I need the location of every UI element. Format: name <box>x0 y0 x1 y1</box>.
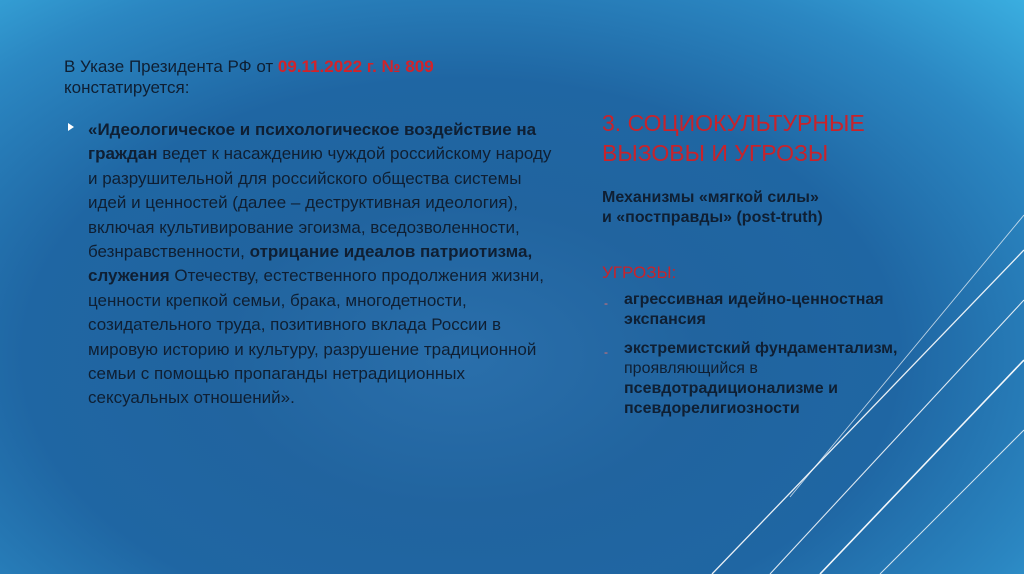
right-column <box>602 108 902 428</box>
threat-normal: проявляющийся в <box>624 360 758 377</box>
threat-list <box>602 290 902 419</box>
mechanisms-text <box>602 188 902 228</box>
threat-bold: агрессивная идейно-ценностная экспансия <box>624 291 884 328</box>
mechanisms-line-2: и «постправды» (post-truth) <box>602 209 823 226</box>
threat-bold-tail: псевдотрадиционализме и псевдорелигиозности <box>624 380 838 417</box>
threats-heading: УГРОЗЫ: <box>602 263 677 282</box>
quote-bold-1: «Идеологическое и психологическое воздействие на граждан <box>88 120 537 164</box>
decor-line-4 <box>880 430 1024 574</box>
threat-item <box>602 290 902 330</box>
threat-item <box>602 339 902 419</box>
intro-text-after: констатируется: <box>64 78 190 97</box>
quote-text-2: Отечеству, естественного продолжения жизни, ценности крепкой семьи, брака, многодетности, созидательного труда, позитивного вклада России в мировую историю и культуру, разрушение традиционной семьи с помощью пропаганды нетрадиционных сексуальных отношений». <box>88 266 544 408</box>
decree-reference: 09.11.2022 г. № 809 <box>277 57 434 76</box>
quote-bold-2: отрицание идеалов патриотизма, служения <box>88 242 533 286</box>
section-title: 3. СОЦИОКУЛЬТУРНЫЕ ВЫЗОВЫ И УГРОЗЫ <box>602 110 865 166</box>
arrow-bullet-icon <box>68 123 74 131</box>
quote-text-1: ведет к насаждению чуждой российскому народу и разрушительной для российского общества системы идей и ценностей (далее – деструктивная идеология), включая культивирование эгоизма, вседозволенности, безнравственности, <box>88 144 552 262</box>
decree-quote <box>64 118 564 411</box>
intro-text-before: В Указе Президента РФ от <box>64 57 278 76</box>
dash-bullet-icon: - <box>604 296 608 310</box>
intro-text <box>64 56 564 98</box>
left-column <box>64 56 564 411</box>
dash-bullet-icon: - <box>604 345 608 359</box>
mechanisms-line-1: Механизмы «мягкой силы» <box>602 189 819 206</box>
threat-bold: экстремистский фундаментализм, <box>624 340 898 357</box>
